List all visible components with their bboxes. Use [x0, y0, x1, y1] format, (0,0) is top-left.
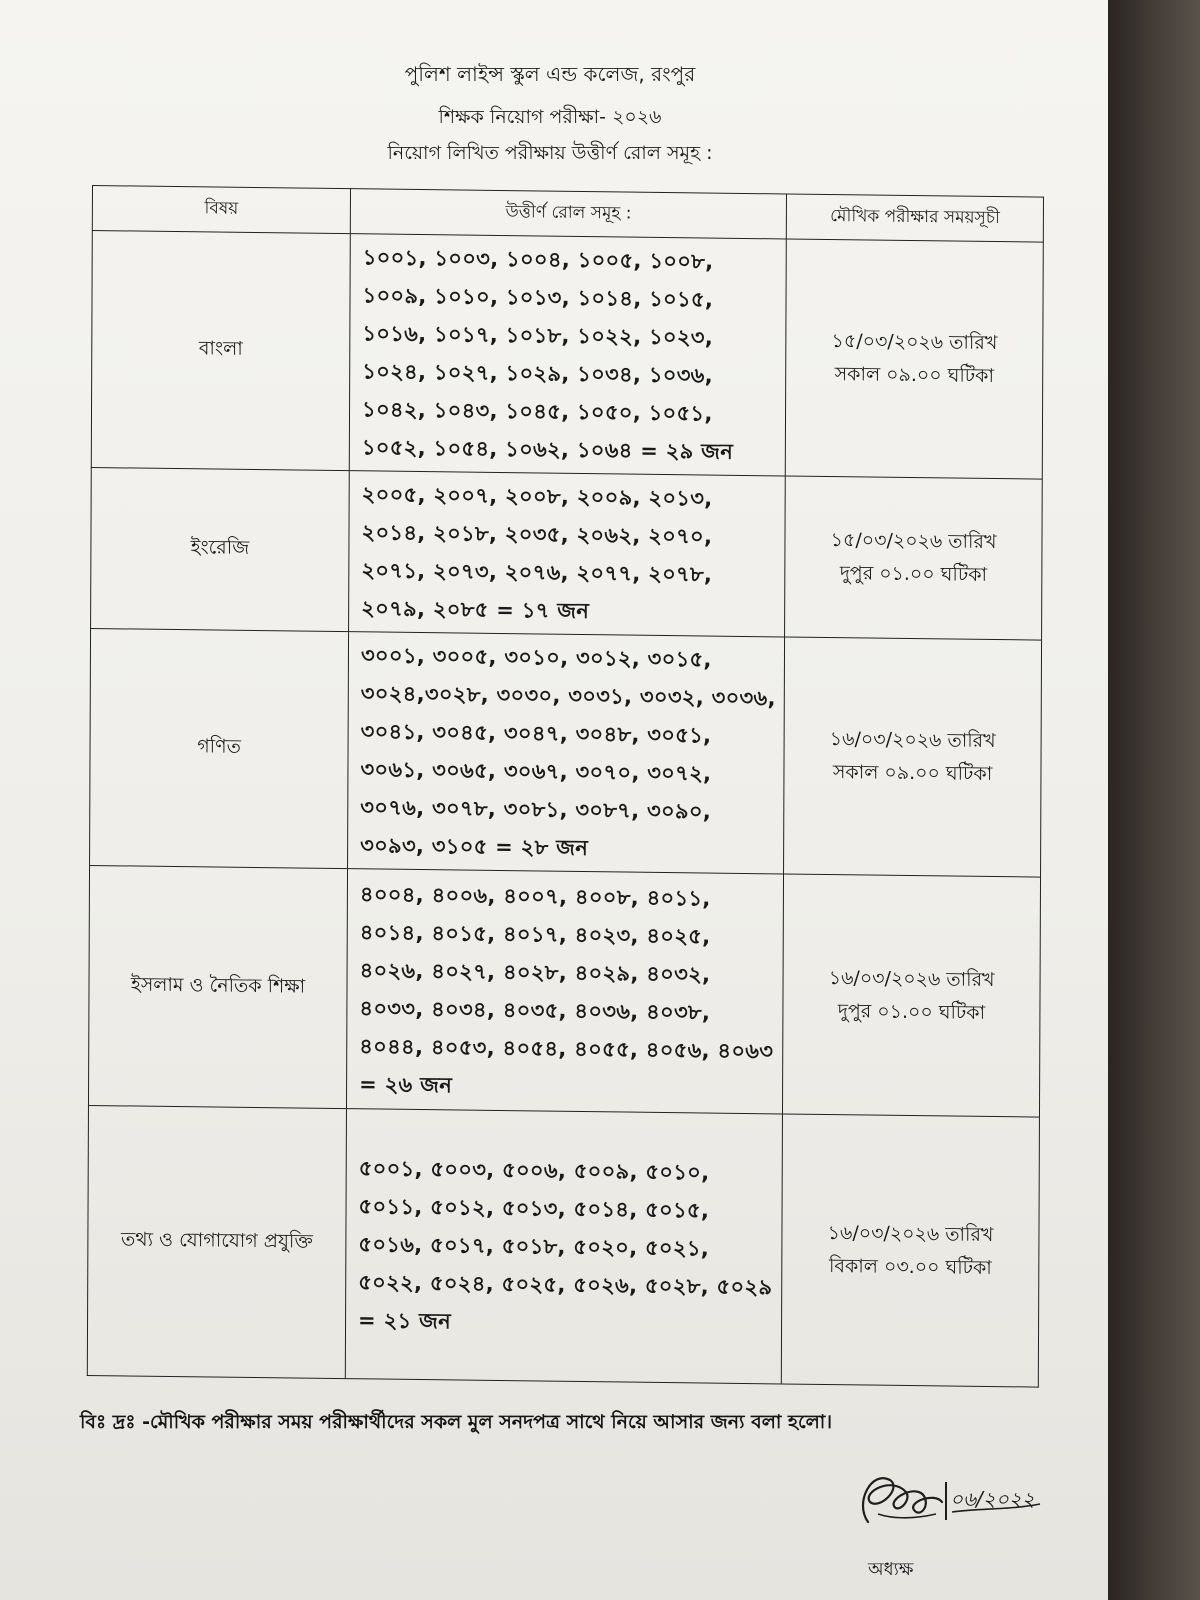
principal-designation: অধ্যক্ষ: [868, 1559, 914, 1580]
table-row: [88, 865, 1040, 1117]
schedule-time: বিকাল ০৩.০০ ঘটিকা: [828, 1254, 992, 1279]
table-row: [91, 467, 1043, 640]
schedule-time: দুপুর ০১.০০ ঘটিকা: [839, 562, 988, 586]
rolls-cell: ২০০৫, ২০০৭, ২০০৮, ২০০৯, ২০১৩, ২০১৪, ২০১৮, ২০৩৫, ২০৬২, ২০৭০, ২০৭১, ২০৭৩, ২০৭৬, ২০৭৭, ২০৭৮, ২০৭৯, ২০৮৫ = ১৭ জন: [349, 471, 786, 637]
rolls-cell: ৫০০১, ৫০০৩, ৫০০৬, ৫০০৯, ৫০১০, ৫০১১, ৫০১২, ৫০১৩, ৫০১৪, ৫০১৫, ৫০১৬, ৫০১৭, ৫০১৮, ৫০২০, ৫০২১, ৫০২২, ৫০২৪, ৫০২৫, ৫০২৬, ৫০২৮, ৫০২৯ = ২১ জন: [345, 1109, 782, 1384]
subject-cell: ইংরেজি: [91, 467, 350, 631]
schedule-date: ১৬/০৩/২০২৬ তারিখ: [829, 728, 996, 753]
schedule-cell: [783, 874, 1041, 1117]
institution-name: পুলিশ লাইন্স স্কুল এন্ড কলেজ, রংপুর: [404, 62, 696, 86]
rolls-cell: ৪০০৪, ৪০০৬, ৪০০৭, ৪০০৮, ৪০১১, ৪০১৪, ৪০১৫, ৪০১৭, ৪০২৩, ৪০২৫, ৪০২৬, ৪০২৭, ৪০২৮, ৪০২৯, ৪০৩২, ৪০৩৩, ৪০৩৪, ৪০৩৫, ৪০৩৬, ৪০৩৮, ৪০৪৪, ৪০৫৩, ৪০৫৪, ৪০৫৫, ৪০৫৬, ৪০৬৩ = ২৬ জন: [347, 869, 784, 1114]
table-row: [87, 1105, 1039, 1387]
schedule-time: সকাল ০৯.০০ ঘটিকা: [832, 761, 993, 786]
background-surface: [1108, 0, 1200, 1600]
header-subject: বিষয়: [92, 186, 350, 234]
signature-scribble: [850, 1462, 1050, 1542]
table-row: [91, 231, 1043, 480]
schedule-time: সকাল ০৯.০০ ঘটিকা: [834, 363, 995, 388]
header-rolls: উত্তীর্ণ রোল সমূহ :: [350, 189, 786, 239]
subject-cell: বাংলা: [91, 231, 350, 471]
result-table: [87, 185, 1044, 1388]
result-subtitle: নিয়োগ লিখিত পরীক্ষায় উত্তীর্ণ রোল সমূহ :: [387, 142, 713, 164]
schedule-date: ১৫/০৩/২০২৬ তারিখ: [830, 529, 997, 554]
schedule-date: ১৬/০৩/২০২৬ তারিখ: [827, 1221, 994, 1246]
exam-title: শিক্ষক নিয়োগ পরীক্ষা- ২০২৬: [438, 106, 662, 128]
subject-cell: তথ্য ও যোগাযোগ প্রযুক্তি: [87, 1105, 346, 1378]
schedule-cell: [785, 239, 1043, 479]
schedule-cell: [782, 1114, 1040, 1387]
schedule-time: দুপুর ০১.০০ ঘটিকা: [837, 999, 986, 1024]
rolls-cell: ৩০০১, ৩০০৫, ৩০১০, ৩০১২, ৩০১৫, ৩০২৪,৩০২৮, ৩০৩০, ৩০৩১, ৩০৩২, ৩০৩৬, ৩০৪১, ৩০৪৫, ৩০৪৭, ৩০৪৮, ৩০৫১, ৩০৬১, ৩০৬৫, ৩০৬৭, ৩০৭০, ৩০৭২, ৩০৭৬, ৩০৭৮, ৩০৮১, ৩০৮৭, ৩০৯০, ৩০৯৩, ৩১০৫ = ২৮ জন: [348, 632, 785, 874]
table-row: [90, 628, 1042, 877]
signature-date: ০৬/২০২২: [950, 1487, 1035, 1511]
subject-cell: গণিত: [90, 628, 349, 868]
schedule-cell: [785, 476, 1042, 640]
footnote: বিঃ দ্রঃ -মৌখিক পরীক্ষার সময় পরীক্ষার্থীদের সকল মুল সনদপত্র সাথে নিয়ে আসার জন্য বলা হলো।: [80, 1411, 833, 1433]
schedule-cell: [784, 637, 1042, 877]
rolls-cell: ১০০১, ১০০৩, ১০০৪, ১০০৫, ১০০৮, ১০০৯, ১০১০, ১০১৩, ১০১৪, ১০১৫, ১০১৬, ১০১৭, ১০১৮, ১০২২, ১০২৩, ১০২৪, ১০২৭, ১০২৯, ১০৩৪, ১০৩৬, ১০৪২, ১০৪৩, ১০৪৫, ১০৫০, ১০৫১, ১০৫২, ১০৫৪, ১০৬২, ১০৬৪ = ২৯ জন: [349, 234, 786, 476]
subject-cell: ইসলাম ও নৈতিক শিক্ষা: [88, 865, 347, 1108]
header-schedule: মৌখিক পরীক্ষার সময়সূচী: [786, 194, 1043, 242]
schedule-date: ১৬/০৩/২০২৬ তারিখ: [828, 966, 995, 991]
schedule-date: ১৫/০৩/২০২৬ তারিখ: [831, 330, 998, 355]
